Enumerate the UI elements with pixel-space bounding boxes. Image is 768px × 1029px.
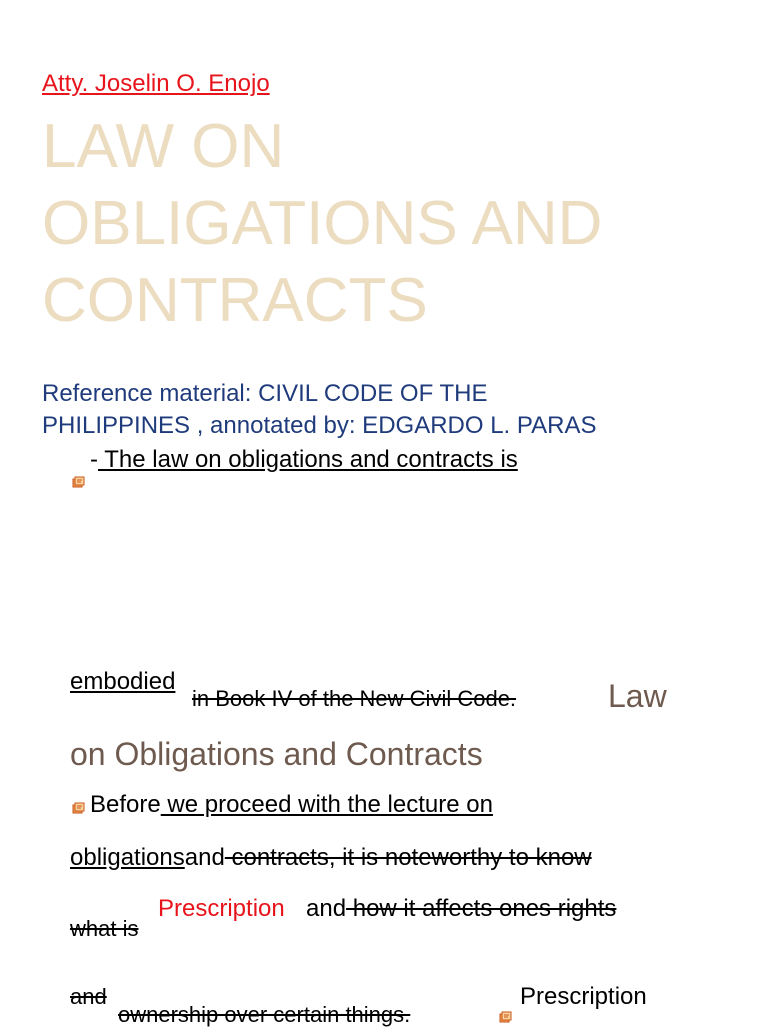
contracts-note: contracts, it is noteworthy to know	[224, 844, 592, 871]
what-is-text: what is	[70, 916, 139, 941]
obligations-line	[70, 844, 592, 872]
and-affects-line	[306, 895, 616, 923]
title-line: OBLIGATIONS AND	[42, 189, 603, 258]
intro-text: The law on obligations and contracts is	[98, 446, 518, 473]
and-word: and	[306, 895, 347, 922]
prescription-end: Prescription	[520, 983, 647, 1010]
what-is	[70, 916, 138, 942]
and-word: and	[184, 844, 225, 871]
embodied-word	[70, 668, 175, 696]
title-line: LAW ON	[42, 112, 285, 181]
bullet-icon	[499, 1011, 512, 1029]
law-heading-part1: Law	[608, 678, 667, 714]
book-reference	[192, 686, 516, 712]
law-heading-part2: on Obligations and Contracts	[70, 736, 483, 772]
before-line	[90, 791, 493, 819]
embodied-text: embodied	[70, 668, 176, 695]
affects-text: how it affects ones rights	[346, 895, 617, 922]
intro-line	[90, 446, 518, 474]
reference-note	[42, 378, 596, 442]
before-word: Before	[90, 791, 161, 818]
obligations-word: obligations	[70, 844, 185, 871]
bullet-icon	[72, 802, 85, 820]
book-reference-text: in Book IV of the New Civil Code.	[192, 686, 517, 711]
prescription-highlight: Prescription	[158, 895, 285, 922]
reference-line: Reference material: CIVIL CODE OF THE	[42, 380, 488, 407]
reference-line: PHILIPPINES , annotated by: EDGARDO L. PARAS	[42, 412, 597, 439]
dash: -	[90, 446, 98, 473]
bullet-icon	[72, 476, 85, 494]
ownership-struck: ownership over certain things.	[118, 1002, 411, 1027]
and-word-struck	[70, 984, 107, 1010]
author-name: Atty. Joselin O. Enojo	[42, 70, 270, 97]
ownership-text	[118, 1002, 410, 1028]
title-line: CONTRACTS	[42, 266, 428, 335]
proceed-text: we proceed with the lecture on	[160, 791, 493, 818]
and-text: and	[70, 984, 107, 1009]
document-title	[42, 108, 602, 339]
